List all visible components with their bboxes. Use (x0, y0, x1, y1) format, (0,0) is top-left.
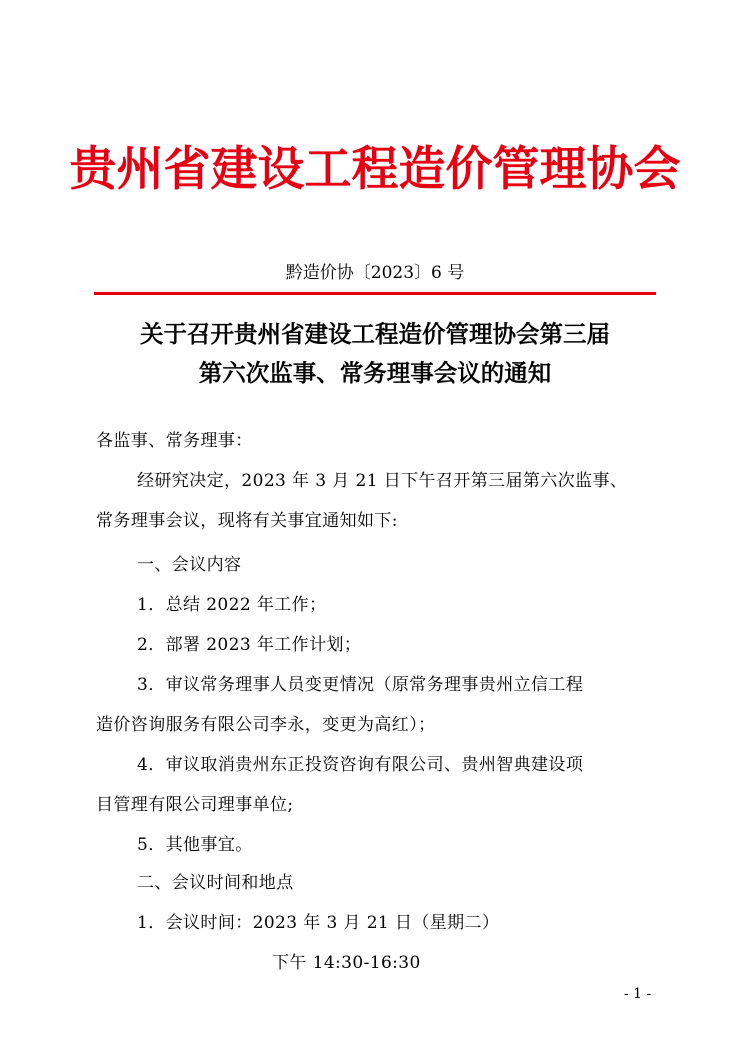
agenda-item-3-line-2: 造价咨询服务有限公司李永，变更为高红）； (96, 715, 436, 735)
salutation: 各监事、常务理事： (96, 431, 253, 451)
section-1-heading: 一、会议内容 (137, 555, 242, 575)
notice-title-line-1: 关于召开贵州省建设工程造价管理协会第三届 (140, 320, 610, 348)
meeting-time-line-1: 1．会议时间：2023 年 3 月 21 日（星期二） (137, 913, 500, 933)
agenda-item-2: 2．部署 2023 年工作计划； (137, 635, 362, 655)
red-divider (94, 292, 656, 295)
agenda-item-4-line-1: 4．审议取消贵州东正投资咨询有限公司、贵州智典建设项 (137, 755, 584, 775)
page-number: - 1 - (624, 986, 652, 1002)
agenda-item-5: 5．其他事宜。 (137, 835, 253, 855)
agenda-item-4-line-2: 目管理有限公司理事单位; (96, 795, 294, 815)
intro-line-1: 经研究决定，2023 年 3 月 21 日下午召开第三届第六次监事、 (137, 471, 628, 491)
section-2-heading: 二、会议时间和地点 (137, 873, 294, 893)
notice-title-line-2: 第六次监事、常务理事会议的通知 (198, 359, 552, 387)
org-title: 贵州省建设工程造价管理协会 (69, 142, 681, 197)
intro-line-2: 常务理事会议，现将有关事宜通知如下: (96, 511, 398, 531)
agenda-item-1: 1．总结 2022 年工作； (137, 595, 327, 615)
meeting-time-line-2: 下午 14:30-16:30 (272, 953, 421, 973)
agenda-item-3-line-1: 3．审议常务理事人员变更情况（原常务理事贵州立信工程 (137, 675, 584, 695)
document-number: 黔造价协〔2023〕6 号 (285, 263, 465, 283)
